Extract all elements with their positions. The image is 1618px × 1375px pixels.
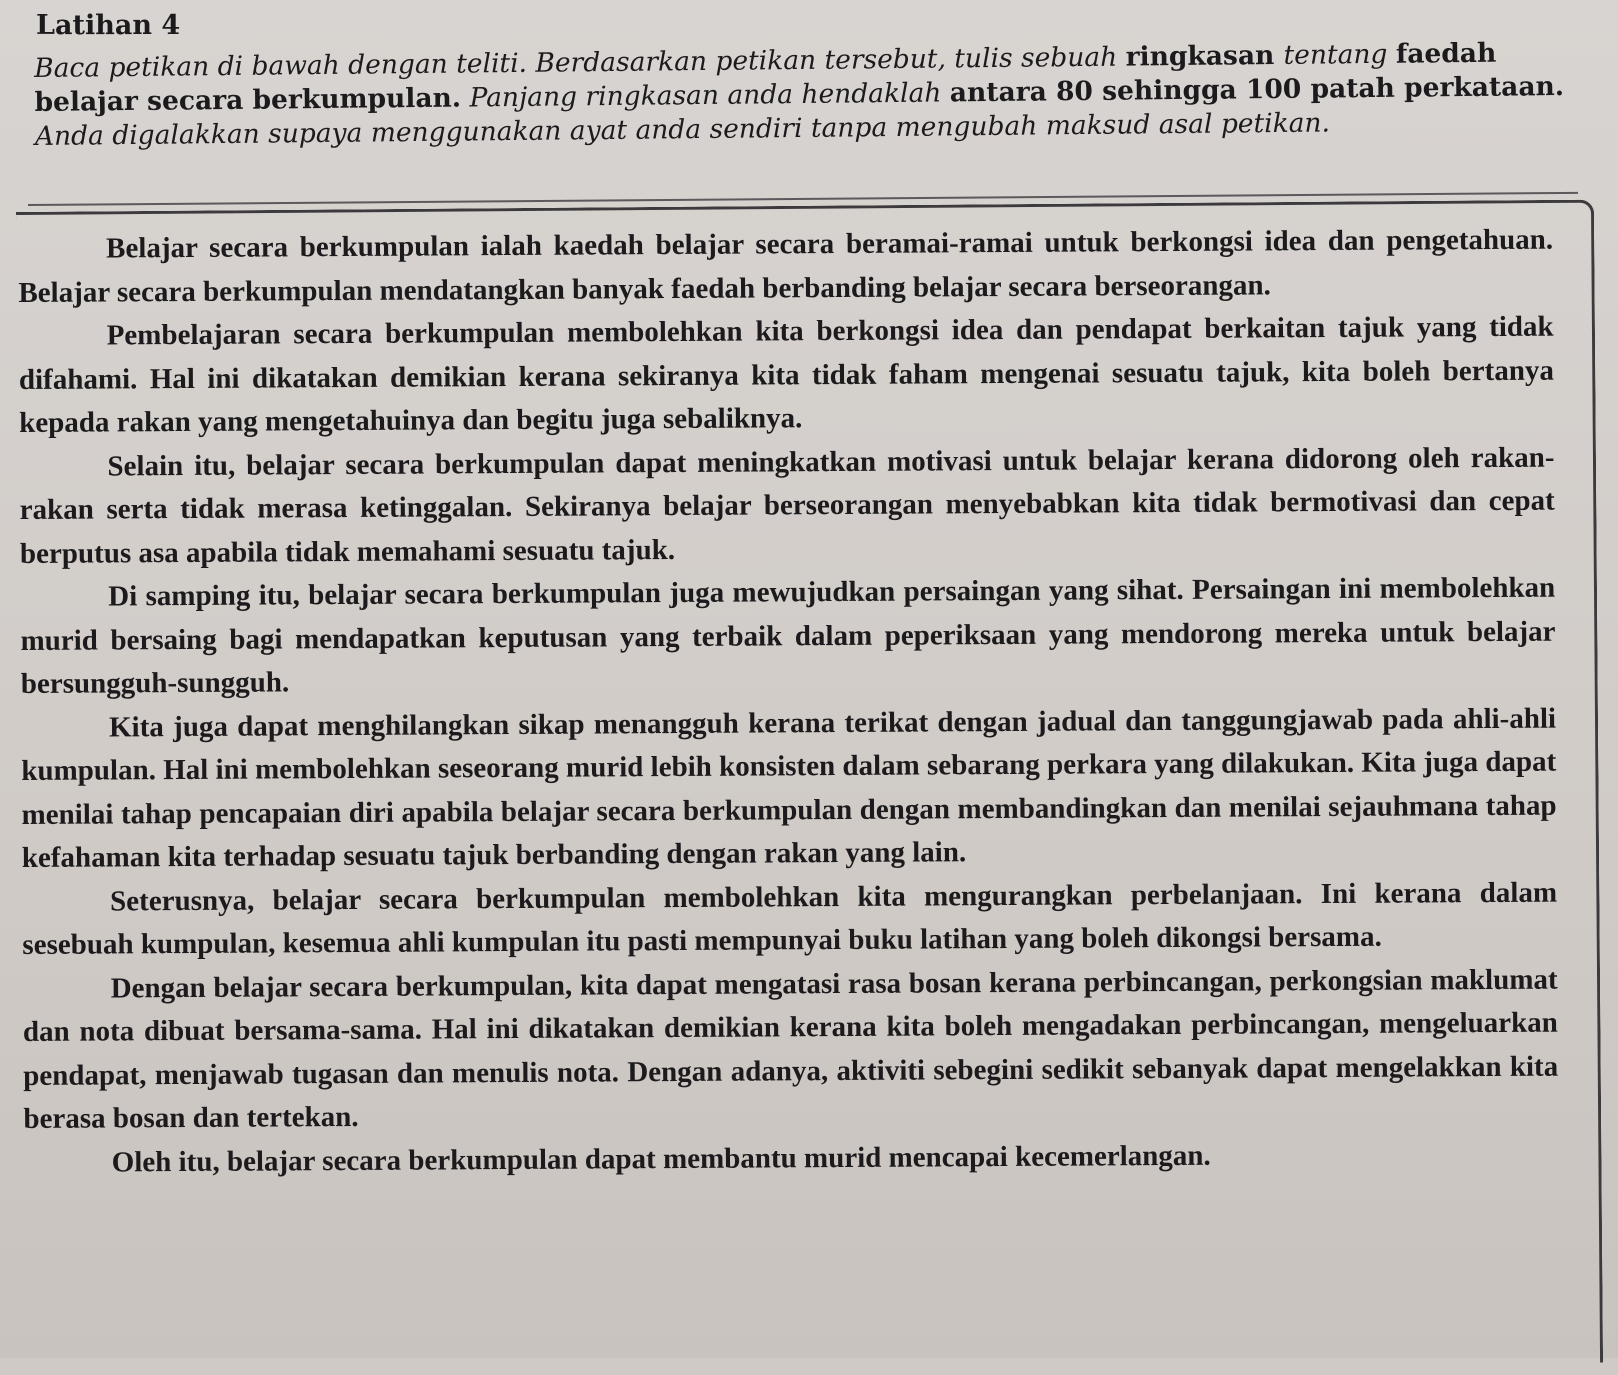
passage-paragraph-7: Dengan belajar secara berkumpulan, kita dapat mengatasi rasa bosan kerana perbincangan, perkongsian maklumat dan nota dibuat bersama-sama. Hal ini dikatakan demikian kerana kita boleh mengadakan perbincangan, mengeluarkan pendapat, menjawab tugasan dan menulis nota. Dengan adanya, aktiviti sebegini sedikit sebanyak dapat mengelakkan kita berasa bosan dan tertekan. — [22, 963, 1559, 1135]
instruction-bold-2: faedah belajar secara berkumpulan. — [34, 37, 1497, 118]
instruction-bold-1: ringkasan — [1125, 39, 1284, 73]
exercise-instructions — [34, 36, 1600, 154]
instruction-italic-1: Baca petikan di bawah dengan teliti. Berdasarkan petikan tersebut, tulis sebuah — [34, 41, 1126, 84]
instruction-italic-3: Panjang ringkasan anda hendaklah — [460, 77, 950, 114]
passage-paragraph-8: Oleh itu, belajar secara berkumpulan dapat membantu murid mencapai kecemerlangan. — [111, 1139, 1211, 1178]
passage-paragraph-4: Di samping itu, belajar secara berkumpulan juga mewujudkan persaingan yang sihat. Persaingan ini membolehkan murid bersaing bagi mendapatkan keputusan yang terbaik dalam peperiksaan yang mendorong mereka untuk belajar bersungguh-sungguh. — [20, 571, 1556, 700]
exercise-title: Latihan 4 — [36, 10, 181, 41]
passage-paragraph-2: Pembelajaran secara berkumpulan membolehkan kita berkongsi idea dan pendapat berkaitan tajuk yang tidak difahami. Hal ini dikatakan demikian kerana sekiranya kita tidak faham mengenai sesuatu tajuk, kita boleh bertanya kepada rakan yang mengetahuinya dan begitu juga sebaliknya. — [18, 310, 1554, 439]
reading-passage — [18, 219, 1559, 1185]
instruction-italic-2: tentang — [1283, 38, 1397, 71]
passage-paragraph-6: Seterusnya, belajar secara berkumpulan membolehkan kita mengurangkan perbelanjaan. Ini kerana dalam sesebuah kumpulan, kesemua ahli kumpulan itu pasti mempunyai buku latihan yang boleh dikongsi bersama. — [22, 876, 1558, 961]
instruction-bold-3: antara 80 sehingga 100 patah perkataan. — [949, 70, 1565, 109]
instruction-text — [34, 36, 1600, 154]
passage-paragraph-3: Selain itu, belajar secara berkumpulan dapat meningkatkan motivasi untuk belajar kerana didorong oleh rakan-rakan serta tidak merasa ketinggalan. Sekiranya belajar berseorangan menyebabkan kita tidak bermotivasi dan cepat berputus asa apabila tidak memahami sesuatu tajuk. — [19, 441, 1555, 570]
passage-paragraph-1: Belajar secara berkumpulan ialah kaedah belajar secara beramai-ramai untuk berkongsi idea dan pengetahuan. Belajar secara berkumpulan mendatangkan banyak faedah berbanding belajar secara berseorangan. — [18, 223, 1554, 309]
passage-paragraph-5: Kita juga dapat menghilangkan sikap menangguh kerana terikat dengan jadual dan tanggungjawab pada ahli-ahli kumpulan. Hal ini membolehkan seseorang murid lebih konsisten dalam sebarang perkara yang dilakukan. Kita juga dapat menilai tahap pencapaian diri apabila belajar secara berkumpulan dengan membandingkan dan menilai sejauhmana tahap kefahaman kita terhadap sesuatu tajuk berbanding dengan rakan yang lain. — [21, 702, 1557, 874]
instruction-italic-4: Anda digalakkan supaya menggunakan ayat anda sendiri tanpa mengubah maksud asal petikan. — [34, 107, 1331, 152]
